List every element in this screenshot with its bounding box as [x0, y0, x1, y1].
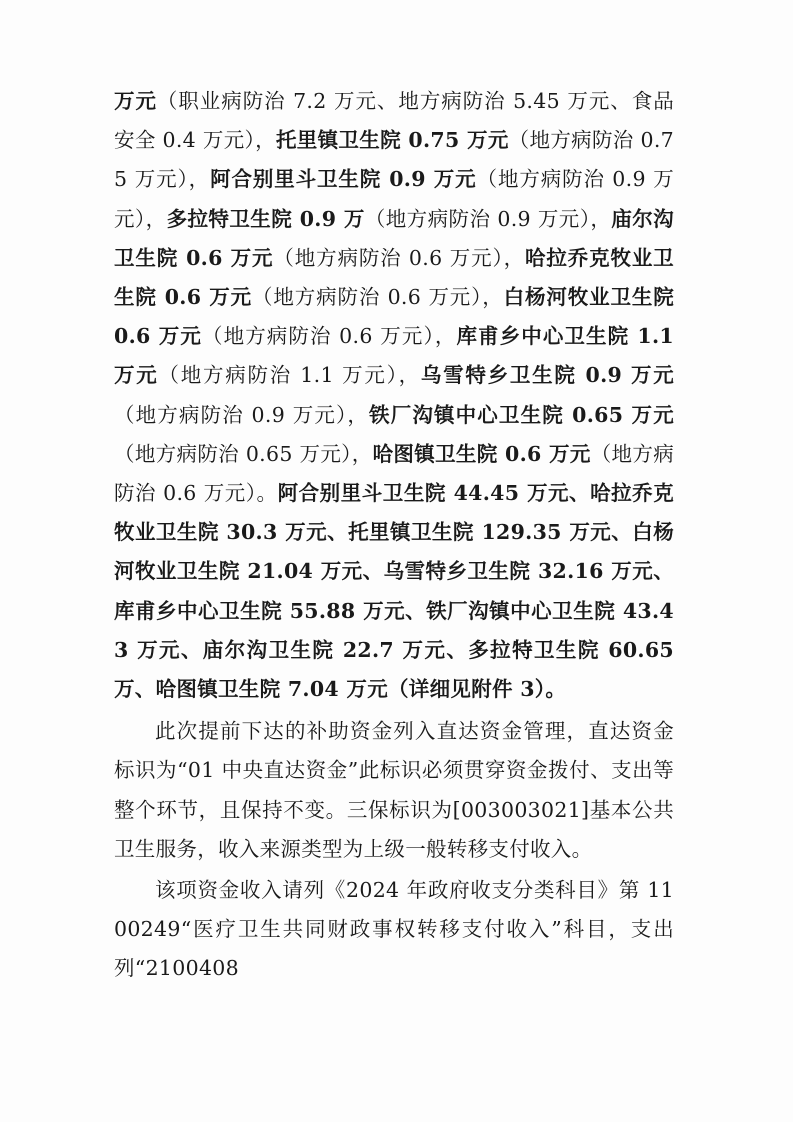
- paragraph-allocation-details: [114, 82, 674, 709]
- text-run: （地方病防治 0.65 万元），: [114, 441, 373, 466]
- text-run: 此次提前下达的补助资金列入直达资金管理，直达资金标识为“01 中央直达资金”此标识必须贯穿资金拨付、支出等整个环节，且保持不变。三保标识为[003003021]基本公共卫生服务，收入来源类型为上级一般转移支付收入。: [114, 719, 674, 861]
- text-run: 多拉特卫生院 0.9 万: [166, 206, 365, 231]
- text-run: 库甫乡中心卫生院 1.1 万元: [114, 324, 674, 388]
- text-run: （地方病防治 0.6 万元），: [202, 324, 457, 349]
- text-run: 托里镇卫生院 0.75 万元: [275, 128, 509, 153]
- text-run: （地方病防治 1.1 万元），: [158, 363, 421, 388]
- text-run: （地方病防治 0.9 万元），: [114, 402, 370, 427]
- text-run: （职业病防治 7.2 万元、地方病防治 5.45 万元、食品安全 0.4 万元），: [114, 89, 674, 153]
- text-run: 铁厂沟镇中心卫生院 0.65 万元: [369, 402, 674, 427]
- text-run: 阿合别里斗卫生院 44.45 万元、哈拉乔克牧业卫生院 30.3 万元、托里镇卫生院 129.35 万元、白杨河牧业卫生院 21.04 万元、乌雪特乡卫生院 32.16 万元、库甫乡中心卫生院 55.88 万元、铁厂沟镇中心卫生院 43.43 万元、庙尔沟卫生院 22.7 万元、多拉特卫生院 60.65 万、哈图镇卫生院 7.04 万元（详细见附件 3）。: [114, 481, 674, 702]
- text-run: （地方病防治 0.6 万元）。: [114, 441, 675, 506]
- text-run: 庙尔沟卫生院 0.6 万元: [114, 206, 674, 270]
- text-run: （地方病防治 0.75 万元），: [114, 128, 674, 192]
- text-run: 哈拉乔克牧业卫生院 0.6 万元: [114, 245, 674, 310]
- text-run: （地方病防治 0.6 万元），: [273, 245, 526, 270]
- paragraph-budget-classification: [114, 871, 674, 989]
- text-run: 白杨河牧业卫生院 0.6 万元: [114, 285, 674, 349]
- paragraph-direct-funds: [114, 712, 674, 869]
- text-run: （地方病防治 0.9 万元），: [114, 167, 675, 231]
- document-body: [114, 82, 674, 989]
- text-run: （地方病防治 0.6 万元），: [252, 285, 504, 310]
- text-run: 万元: [114, 89, 157, 113]
- text-run: 乌雪特乡卫生院 0.9 万元: [420, 363, 675, 388]
- text-run: 哈图镇卫生院 0.6 万元: [372, 441, 591, 466]
- text-run: 阿合别里斗卫生院 0.9 万元: [210, 167, 477, 192]
- text-run: 该项资金收入请列《2024 年政府收支分类科目》第 1100249“医疗卫生共同财政事权转移支付收入”科目，支出列“2100408: [114, 878, 674, 981]
- text-run: （地方病防治 0.9 万元），: [364, 206, 612, 231]
